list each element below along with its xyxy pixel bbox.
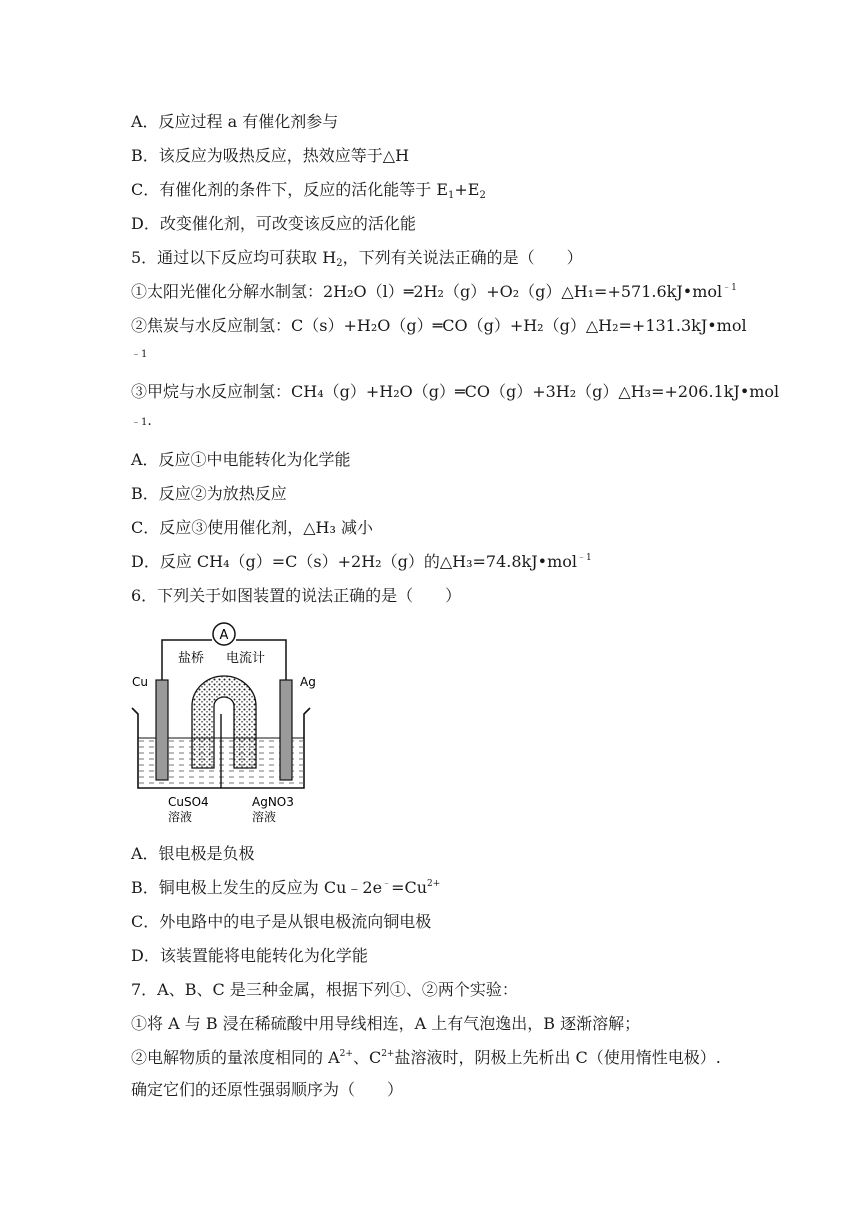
galvanometer-label: 电流计 <box>226 651 266 666</box>
q4-option-c: C．有催化剂的条件下，反应的活化能等于 $E_1+E_2$ <box>131 180 486 201</box>
salt-bridge-label: 盐桥 <box>178 651 205 666</box>
agno3-solution-label: 溶液 <box>252 810 277 824</box>
q4-option-d: D．改变催化剂，可改变该反应的活化能 <box>131 214 416 233</box>
q6-stem: 6．下列关于如图装置的说法正确的是（ ） <box>131 586 462 605</box>
q7-conclusion: 确定它们的还原性强弱顺序为（ ） <box>131 1080 404 1099</box>
q6-option-d: D．该装置能将电能转化为化学能 <box>131 946 368 965</box>
galvanic-cell-figure <box>128 618 338 828</box>
q7-stem: 7．A、B、C 是三种金属，根据下列①、②两个实验： <box>131 980 518 999</box>
q5-option-c: C．反应③使用催化剂，△H₃ 减小 <box>131 518 374 537</box>
q6-option-b: B．铜电极上发生的反应为 $Cu﹣2e^﹣=Cu^{2+}$ <box>131 878 441 897</box>
q5-reaction-2-unit: ﹣1 <box>131 349 148 360</box>
cu-electrode <box>156 680 168 780</box>
q5-option-d: D．反应 CH₄（g）=C（s）+2H₂（g）的△H₃=74.8kJ•mol$^{﹣1}$ <box>131 552 592 571</box>
ag-label: Ag <box>300 675 316 689</box>
q5-reaction-2: ②焦炭与水反应制氢：C（s）+H₂O（g）═CO（g）+H₂（g）△H₂=+131.3kJ•mol <box>131 316 747 335</box>
cu-label: Cu <box>132 675 148 689</box>
q4-option-a: A．反应过程 a 有催化剂参与 <box>131 112 339 131</box>
q7-experiment-2: ②电解物质的量浓度相同的 $A^{2+}$、$C^{2+}$盐溶液时，阴极上先析出 C（使用惰性电极）. <box>131 1048 721 1067</box>
q5-option-a: A．反应①中电能转化为化学能 <box>131 450 351 469</box>
q4-option-b: B．该反应为吸热反应，热效应等于△H <box>131 146 410 165</box>
ammeter-label: A <box>219 628 229 643</box>
cuso4-solution-label: 溶液 <box>168 810 193 824</box>
q5-option-b: B．反应②为放热反应 <box>131 484 287 503</box>
q5-stem: 5．通过以下反应均可获取 $H_2$，下列有关说法正确的是（ ） <box>131 248 583 269</box>
q5-reaction-3: ③甲烷与水反应制氢：CH₄（g）+H₂O（g）═CO（g）+3H₂（g）△H₃=+206.1kJ•mol <box>131 382 780 401</box>
q6-option-a: A．银电极是负极 <box>131 844 255 863</box>
agno3-label: AgNO3 <box>252 795 294 809</box>
cuso4-label: CuSO4 <box>168 795 209 809</box>
q5-reaction-3-unit: ﹣1. <box>131 413 152 429</box>
q6-option-c: C．外电路中的电子是从银电极流向铜电极 <box>131 912 432 931</box>
ag-electrode <box>280 680 292 780</box>
q5-reaction-1: ①太阳光催化分解水制氢：2H₂O（l）═2H₂（g）+O₂（g）△H₁=+571.6kJ•mol$^{﹣1}$ <box>131 282 737 301</box>
q7-experiment-1: ①将 A 与 B 浸在稀硫酸中用导线相连，A 上有气泡逸出，B 逐渐溶解； <box>131 1014 641 1033</box>
